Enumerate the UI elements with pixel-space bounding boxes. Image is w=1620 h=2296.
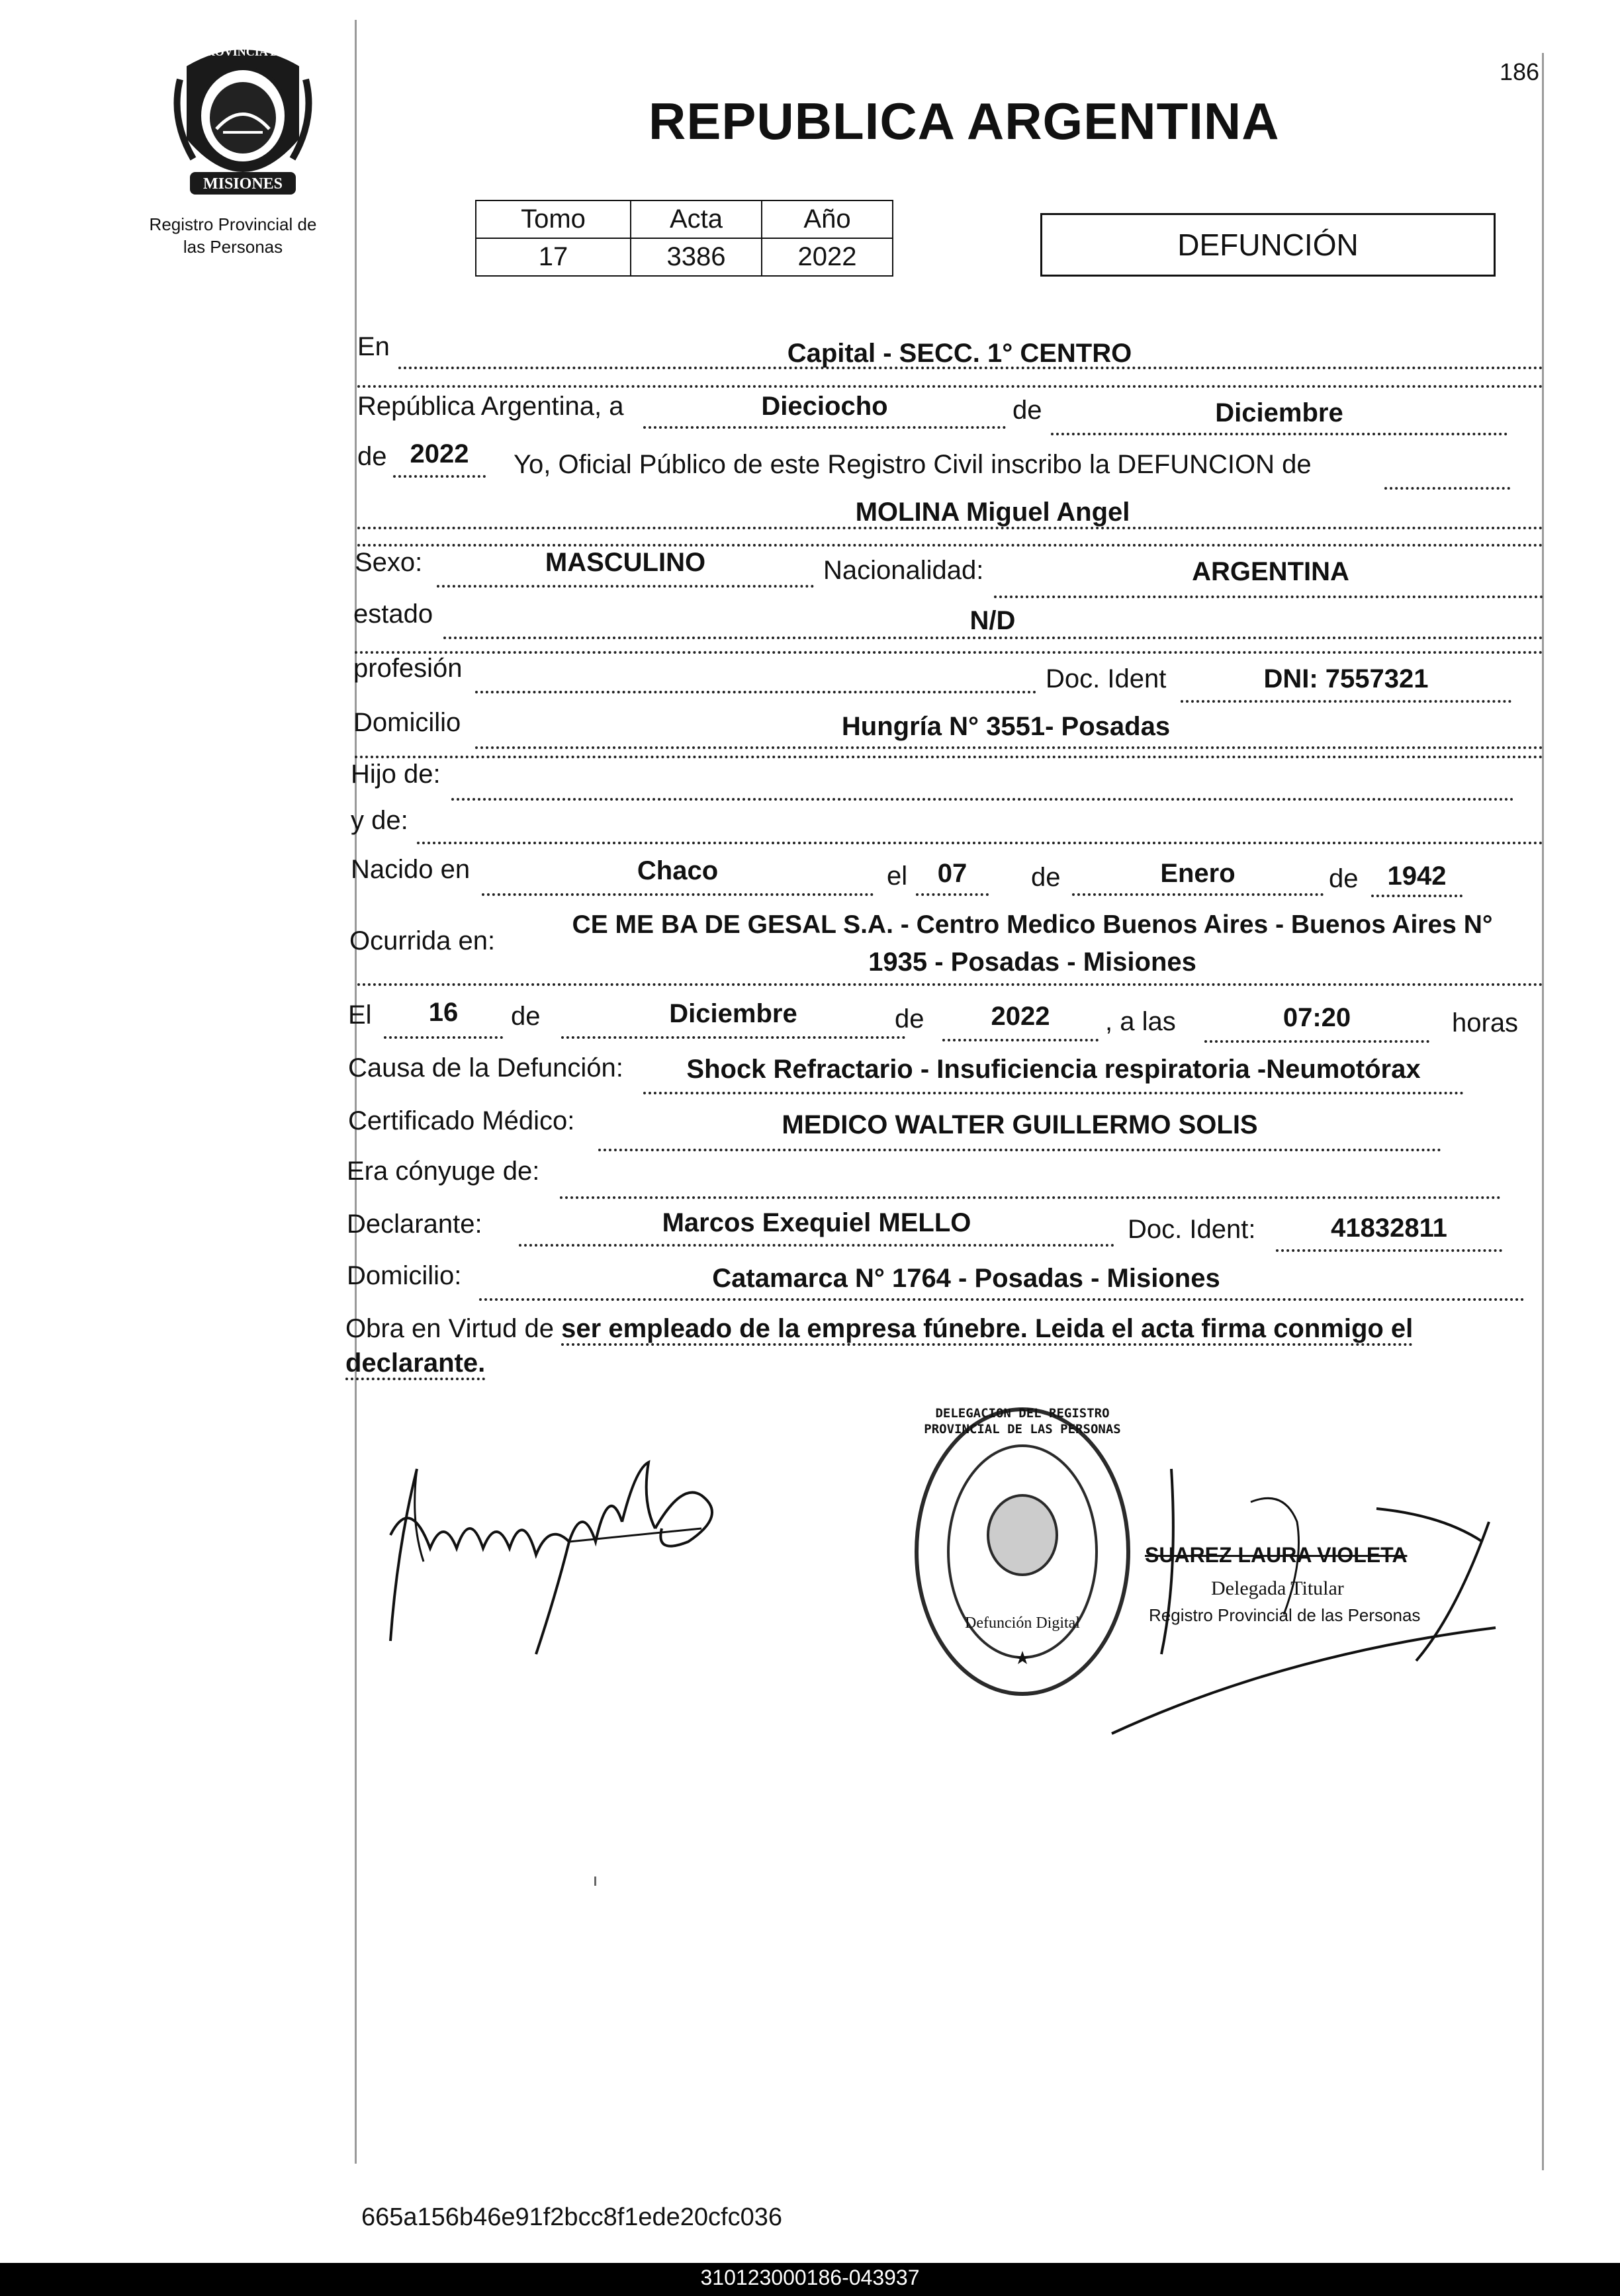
registry-label-line2: las Personas [183,237,283,257]
death-time-dots [1204,1040,1429,1043]
sexo-label: Sexo: [355,548,423,577]
domicilio-label: Domicilio [353,708,461,737]
sexo-dots [437,585,814,588]
declarante-value: Marcos Exequiel MELLO [662,1208,971,1237]
right-margin-line [1542,53,1544,2170]
domicilio2-value: Catamarca N° 1764 - Posadas - Misiones [712,1264,1220,1293]
nacido-lugar: Chaco [637,856,719,885]
ocurrida-line1: CE ME BA DE GESAL S.A. - Centro Medico Buenos Aires - Buenos Aires N° [572,910,1493,939]
death-day: 16 [428,998,459,1027]
doc-ident-dots [1181,700,1511,703]
en-line-end [357,385,1543,388]
name-line-end [357,544,1543,547]
doc-ident2-label: Doc. Ident: [1128,1215,1256,1244]
month-dots [1051,433,1508,435]
ocurrida-line2: 1935 - Posadas - Misiones [868,948,1196,977]
birth-day-dots [916,893,989,896]
declarant-signature [371,1442,741,1667]
ocurrida-dots [357,983,1543,986]
page-number: 186 [1500,58,1540,85]
domicilio-dots [475,746,1543,749]
doc-ident2-value: 41832811 [1331,1214,1447,1243]
official-signature [1085,1442,1522,1747]
birth-year-dots [1371,895,1462,897]
death-year-dots [942,1039,1099,1041]
en-label: En [357,332,390,361]
certificado-label: Certificado Médico: [348,1106,575,1135]
nacionalidad-value: ARGENTINA [1192,557,1349,586]
obra-label: Obra en Virtud de [345,1314,555,1343]
obra-paragraph [345,1311,1530,1380]
year-value: 2022 [410,439,469,468]
de-label-4: de [1329,864,1359,893]
day-dots [643,426,1006,429]
anio-value: 2022 [762,238,893,276]
profesion-label: profesión [353,654,463,683]
document-hash: 665a156b46e91f2bcc8f1ede20cfc036 [361,2203,783,2231]
stamp-inner-text: Defunción Digital [965,1614,1080,1632]
deceased-name: MOLINA Miguel Angel [855,498,1130,527]
declarante-dots [519,1244,1114,1247]
certificado-dots [598,1149,1441,1151]
domicilio2-dots [479,1298,1525,1301]
death-year: 2022 [991,1002,1050,1031]
nacido-label: Nacido en [351,855,471,884]
sexo-value: MASCULINO [545,548,706,577]
doc-ident2-dots [1276,1249,1502,1252]
emblem-top-text: PROVINCIA DE [199,45,287,58]
acta-value: 3386 [631,238,762,276]
nacionalidad-dots [994,596,1543,598]
record-table-header [476,200,893,238]
causa-dots [643,1092,1464,1094]
conyuge-dots [560,1196,1501,1199]
doc-ident-value: DNI: 7557321 [1263,664,1429,693]
de-label-6: de [895,1004,924,1034]
estado-line-end [355,651,1543,654]
y-de-dots [417,842,1543,844]
acta-header: Acta [631,200,762,238]
el-label: el [887,861,908,891]
yo-text: Yo, Oficial Público de este Registro Civil inscribo la DEFUNCION de [514,450,1312,479]
estado-value: N/D [969,606,1016,635]
domicilio2-label: Domicilio: [347,1261,462,1290]
a-las-label: , a las [1105,1007,1176,1036]
y-de-label: y de: [351,806,408,835]
birth-month-dots [1072,893,1324,896]
official-name: SUAREZ LAURA VIOLETA [1145,1543,1408,1567]
nacionalidad-label: Nacionalidad: [823,556,984,585]
official-org: Registro Provincial de las Personas [1149,1605,1421,1625]
record-table [475,200,893,277]
yo-end-dots [1384,487,1510,490]
tomo-value: 17 [476,238,631,276]
record-type-box: DEFUNCIÓN [1040,213,1496,277]
month-value: Diciembre [1215,398,1343,427]
de-label-5: de [511,1002,541,1031]
death-day-dots [384,1036,503,1039]
death-month-dots [561,1036,905,1039]
tomo-header: Tomo [476,200,631,238]
domicilio-value: Hungría N° 3551- Posadas [841,712,1171,741]
causa-value: Shock Refractario - Insuficiencia respiratoria -Neumotórax [686,1055,1421,1084]
birth-day: 07 [937,859,968,888]
scan-mark [594,1877,596,1886]
birth-month: Enero [1160,859,1236,888]
birth-year: 1942 [1387,861,1447,891]
registry-label [127,213,339,258]
barcode-text: 310123000186-043937 [700,2266,920,2289]
de-label-1: de [1012,396,1042,425]
day-written: Dieciocho [761,392,888,421]
de-label-3: de [1031,863,1061,892]
doc-ident-label: Doc. Ident [1046,664,1167,693]
year-dots [393,475,486,478]
page-title: REPUBLICA ARGENTINA [649,92,1280,150]
de-label-2: de [357,442,387,471]
registry-label-line1: Registro Provincial de [149,214,317,234]
hijo-label: Hijo de: [351,760,441,789]
estado-dots [443,637,1543,639]
horas-label: horas [1452,1008,1519,1038]
obra-value: ser empleado de la empresa fúnebre. Leida el acta firma conmigo el declarante. [345,1314,1413,1380]
profesion-dots [475,691,1036,693]
en-value: Capital - SECC. 1° CENTRO [787,339,1132,368]
domicilio-line-end [355,756,1543,758]
el-cap-label: El [348,1000,372,1030]
emblem-bottom-text: MISIONES [202,175,283,193]
official-role: Delegada Titular [1211,1577,1344,1599]
hijo-dots [451,798,1514,801]
death-month: Diciembre [669,999,797,1028]
nacido-dots [482,893,874,896]
stamp-ring-text: DELEGACION DEL REGISTRO PROVINCIAL DE LAS PERSONAS [924,1406,1121,1436]
left-margin-line [355,20,357,2164]
anio-header: Año [762,200,893,238]
record-table-values [476,238,893,276]
republica-label: República Argentina, a [357,392,624,421]
conyuge-label: Era cónyuge de: [347,1157,540,1186]
certificado-value: MEDICO WALTER GUILLERMO SOLIS [782,1110,1258,1139]
causa-label: Causa de la Defunción: [348,1053,623,1082]
declarante-label: Declarante: [347,1210,482,1239]
estado-label: estado [353,599,433,629]
death-time: 07:20 [1282,1003,1351,1032]
ocurrida-label: Ocurrida en: [349,926,496,955]
province-emblem [167,40,319,199]
